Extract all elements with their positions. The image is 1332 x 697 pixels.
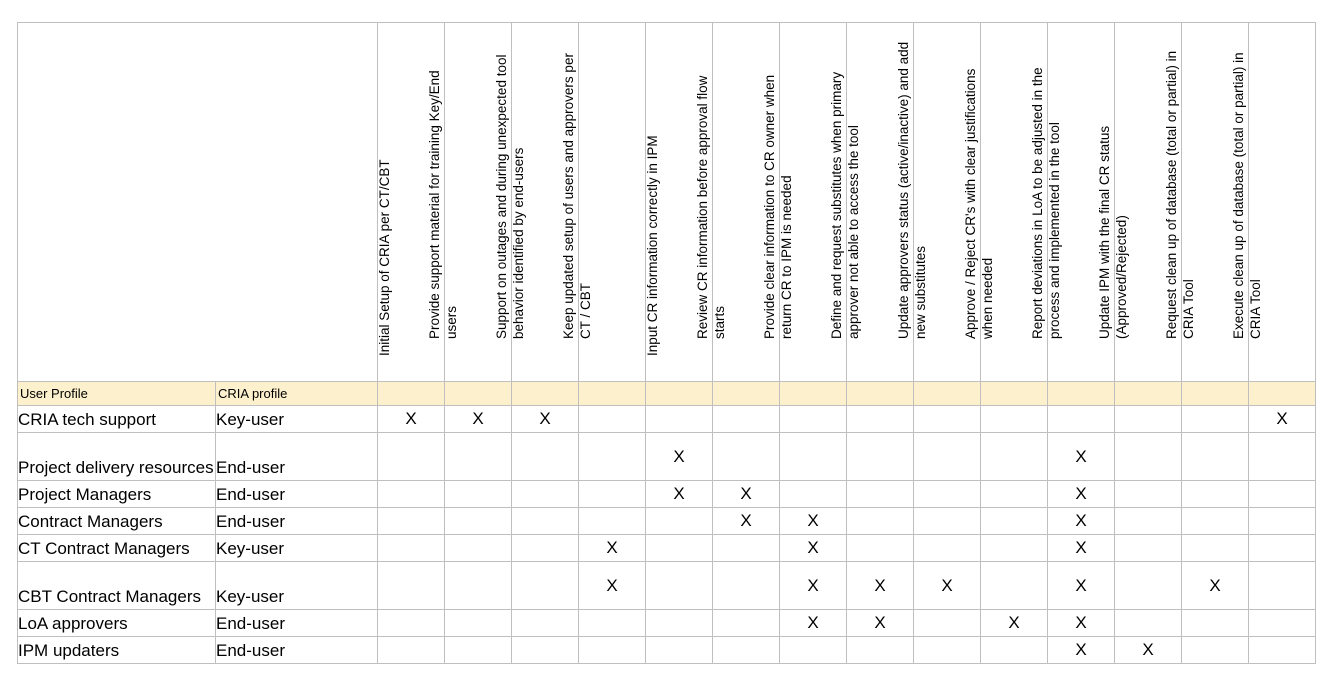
- empty-cell: [780, 481, 847, 508]
- responsibility-mark: X: [1249, 406, 1316, 433]
- empty-cell: [780, 637, 847, 664]
- empty-cell: [646, 535, 713, 562]
- responsibility-mark: X: [780, 610, 847, 637]
- empty-cell: [579, 406, 646, 433]
- cria-profile-cell: Key-user: [216, 535, 378, 562]
- empty-cell: [512, 535, 579, 562]
- empty-cell: [847, 406, 914, 433]
- header-blank-cell: [1115, 382, 1182, 406]
- empty-cell: [378, 610, 445, 637]
- empty-cell: [646, 406, 713, 433]
- header-blank-cell: [512, 382, 579, 406]
- empty-cell: [981, 508, 1048, 535]
- table-row: [18, 535, 1316, 562]
- activity-label: Execute clean up of database (total or partial) in CRIA Tool: [1231, 52, 1263, 339]
- empty-cell: [378, 433, 445, 481]
- empty-cell: [1115, 481, 1182, 508]
- empty-cell: [713, 433, 780, 481]
- empty-cell: [914, 535, 981, 562]
- responsibility-mark: X: [646, 481, 713, 508]
- empty-cell: [713, 406, 780, 433]
- responsibility-mark: X: [914, 562, 981, 610]
- user-profile-cell: CT Contract Managers: [18, 535, 216, 562]
- empty-cell: [1182, 508, 1249, 535]
- activity-label: Provide clear information to CR owner when return CR to IPM is needed: [762, 74, 794, 339]
- activity-label: Provide support material for training Key/End users: [427, 70, 459, 339]
- user-profile-cell: CRIA tech support: [18, 406, 216, 433]
- empty-cell: [1115, 562, 1182, 610]
- responsibility-mark: X: [445, 406, 512, 433]
- activity-label: Report deviations in LoA to be adjusted in the process and implemented in the tool: [1030, 67, 1062, 339]
- empty-cell: [981, 535, 1048, 562]
- user-profile-cell: Project delivery resources: [18, 433, 216, 481]
- cria-profile-cell: End-user: [216, 508, 378, 535]
- empty-cell: [914, 508, 981, 535]
- empty-cell: [445, 433, 512, 481]
- empty-cell: [847, 508, 914, 535]
- responsibility-mark: X: [847, 562, 914, 610]
- empty-cell: [1115, 610, 1182, 637]
- empty-cell: [579, 637, 646, 664]
- empty-cell: [445, 637, 512, 664]
- header-blank-cell: [1182, 382, 1249, 406]
- cria-profile-cell: End-user: [216, 433, 378, 481]
- activity-label: Input CR information correctly in IPM: [645, 135, 660, 356]
- empty-cell: [981, 637, 1048, 664]
- activity-label: Support on outages and during unexpected tool behavior identified by end-users: [494, 54, 526, 339]
- responsibility-mark: X: [1182, 562, 1249, 610]
- empty-cell: [914, 406, 981, 433]
- empty-cell: [847, 535, 914, 562]
- responsibility-mark: X: [713, 508, 780, 535]
- empty-cell: [378, 562, 445, 610]
- responsibility-mark: X: [1048, 637, 1115, 664]
- empty-cell: [780, 433, 847, 481]
- activity-label: Keep updated setup of users and approvers per CT / CBT: [561, 53, 593, 339]
- empty-cell: [1249, 433, 1316, 481]
- empty-cell: [445, 481, 512, 508]
- user-profile-cell: LoA approvers: [18, 610, 216, 637]
- responsibility-mark: X: [1048, 562, 1115, 610]
- empty-cell: [780, 406, 847, 433]
- responsibility-mark: X: [1048, 610, 1115, 637]
- activity-label: Initial Setup of CRIA per CT/CBT: [377, 159, 392, 356]
- activity-label: Approve / Reject CR's with clear justifications when needed: [963, 68, 995, 339]
- empty-cell: [378, 481, 445, 508]
- table-row: [18, 433, 1316, 481]
- empty-cell: [847, 481, 914, 508]
- responsibility-mark: X: [579, 562, 646, 610]
- table-row: [18, 406, 1316, 433]
- empty-cell: [713, 610, 780, 637]
- responsibility-mark: X: [780, 535, 847, 562]
- corner-cell: [18, 23, 378, 382]
- header-blank-cell: [445, 382, 512, 406]
- activity-label: Request clean up of database (total or partial) in CRIA Tool: [1164, 50, 1196, 339]
- responsibility-mark: X: [1048, 508, 1115, 535]
- empty-cell: [378, 535, 445, 562]
- responsibility-mark: X: [378, 406, 445, 433]
- empty-cell: [1249, 562, 1316, 610]
- user-profile-cell: CBT Contract Managers: [18, 562, 216, 610]
- empty-cell: [579, 610, 646, 637]
- empty-cell: [1249, 637, 1316, 664]
- header-blank-cell: [1048, 382, 1115, 406]
- empty-cell: [713, 637, 780, 664]
- empty-cell: [1249, 535, 1316, 562]
- empty-cell: [981, 433, 1048, 481]
- table-row: [18, 610, 1316, 637]
- activity-header-row: [18, 23, 1316, 382]
- empty-cell: [1249, 481, 1316, 508]
- empty-cell: [1182, 406, 1249, 433]
- empty-cell: [1048, 406, 1115, 433]
- header-blank-cell: [378, 382, 445, 406]
- empty-cell: [512, 508, 579, 535]
- header-blank-cell: [1249, 382, 1316, 406]
- profile-header-row: [18, 382, 1316, 406]
- empty-cell: [1182, 610, 1249, 637]
- empty-cell: [579, 433, 646, 481]
- responsibility-mark: X: [1115, 637, 1182, 664]
- user-profile-cell: Project Managers: [18, 481, 216, 508]
- empty-cell: [1182, 481, 1249, 508]
- responsibility-mark: X: [646, 433, 713, 481]
- table-row: [18, 562, 1316, 610]
- activity-label: Define and request substitutes when primary approver not able to access the tool: [829, 71, 861, 339]
- empty-cell: [1115, 433, 1182, 481]
- activity-label: Update IPM with the final CR status (Approved/Rejected): [1097, 125, 1129, 339]
- empty-cell: [445, 610, 512, 637]
- responsibility-mark: X: [1048, 535, 1115, 562]
- cria-profile-cell: End-user: [216, 481, 378, 508]
- responsibility-mark: X: [1048, 433, 1115, 481]
- empty-cell: [579, 481, 646, 508]
- empty-cell: [981, 562, 1048, 610]
- empty-cell: [512, 562, 579, 610]
- table-row: [18, 508, 1316, 535]
- empty-cell: [445, 508, 512, 535]
- activity-label: Review CR information before approval flow starts: [695, 75, 727, 339]
- empty-cell: [1182, 433, 1249, 481]
- empty-cell: [914, 637, 981, 664]
- responsibility-mark: X: [981, 610, 1048, 637]
- header-blank-cell: [981, 382, 1048, 406]
- table-row: [18, 637, 1316, 664]
- user-profile-header: User Profile: [18, 382, 216, 406]
- responsibility-mark: X: [512, 406, 579, 433]
- empty-cell: [847, 433, 914, 481]
- user-profile-cell: Contract Managers: [18, 508, 216, 535]
- header-blank-cell: [847, 382, 914, 406]
- empty-cell: [713, 562, 780, 610]
- empty-cell: [847, 637, 914, 664]
- empty-cell: [981, 406, 1048, 433]
- empty-cell: [713, 535, 780, 562]
- empty-cell: [445, 562, 512, 610]
- responsibility-mark: X: [780, 508, 847, 535]
- responsibility-matrix: [17, 22, 1316, 664]
- empty-cell: [1249, 508, 1316, 535]
- header-blank-cell: [579, 382, 646, 406]
- cria-profile-header: CRIA profile: [216, 382, 378, 406]
- responsibility-mark: X: [847, 610, 914, 637]
- responsibility-mark: X: [1048, 481, 1115, 508]
- empty-cell: [378, 508, 445, 535]
- header-blank-cell: [914, 382, 981, 406]
- empty-cell: [378, 637, 445, 664]
- empty-cell: [1249, 610, 1316, 637]
- cria-profile-cell: End-user: [216, 637, 378, 664]
- empty-cell: [1115, 508, 1182, 535]
- empty-cell: [579, 508, 646, 535]
- responsibility-mark: X: [579, 535, 646, 562]
- empty-cell: [914, 610, 981, 637]
- activity-label: Update approvers status (active/inactive) and add new substitutes: [896, 41, 928, 339]
- empty-cell: [646, 508, 713, 535]
- table-row: [18, 481, 1316, 508]
- empty-cell: [914, 481, 981, 508]
- empty-cell: [1115, 406, 1182, 433]
- empty-cell: [445, 535, 512, 562]
- user-profile-cell: IPM updaters: [18, 637, 216, 664]
- responsibility-mark: X: [713, 481, 780, 508]
- header-blank-cell: [713, 382, 780, 406]
- empty-cell: [646, 562, 713, 610]
- empty-cell: [646, 610, 713, 637]
- empty-cell: [512, 610, 579, 637]
- header-blank-cell: [646, 382, 713, 406]
- cria-profile-cell: Key-user: [216, 406, 378, 433]
- cria-profile-cell: Key-user: [216, 562, 378, 610]
- empty-cell: [914, 433, 981, 481]
- empty-cell: [512, 433, 579, 481]
- activity-header-4: [561, 23, 646, 382]
- responsibility-mark: X: [780, 562, 847, 610]
- empty-cell: [1182, 535, 1249, 562]
- cria-profile-cell: End-user: [216, 610, 378, 637]
- empty-cell: [512, 481, 579, 508]
- empty-cell: [1182, 637, 1249, 664]
- header-blank-cell: [780, 382, 847, 406]
- empty-cell: [512, 637, 579, 664]
- empty-cell: [981, 481, 1048, 508]
- empty-cell: [1115, 535, 1182, 562]
- empty-cell: [646, 637, 713, 664]
- activity-header-14: [1231, 23, 1316, 382]
